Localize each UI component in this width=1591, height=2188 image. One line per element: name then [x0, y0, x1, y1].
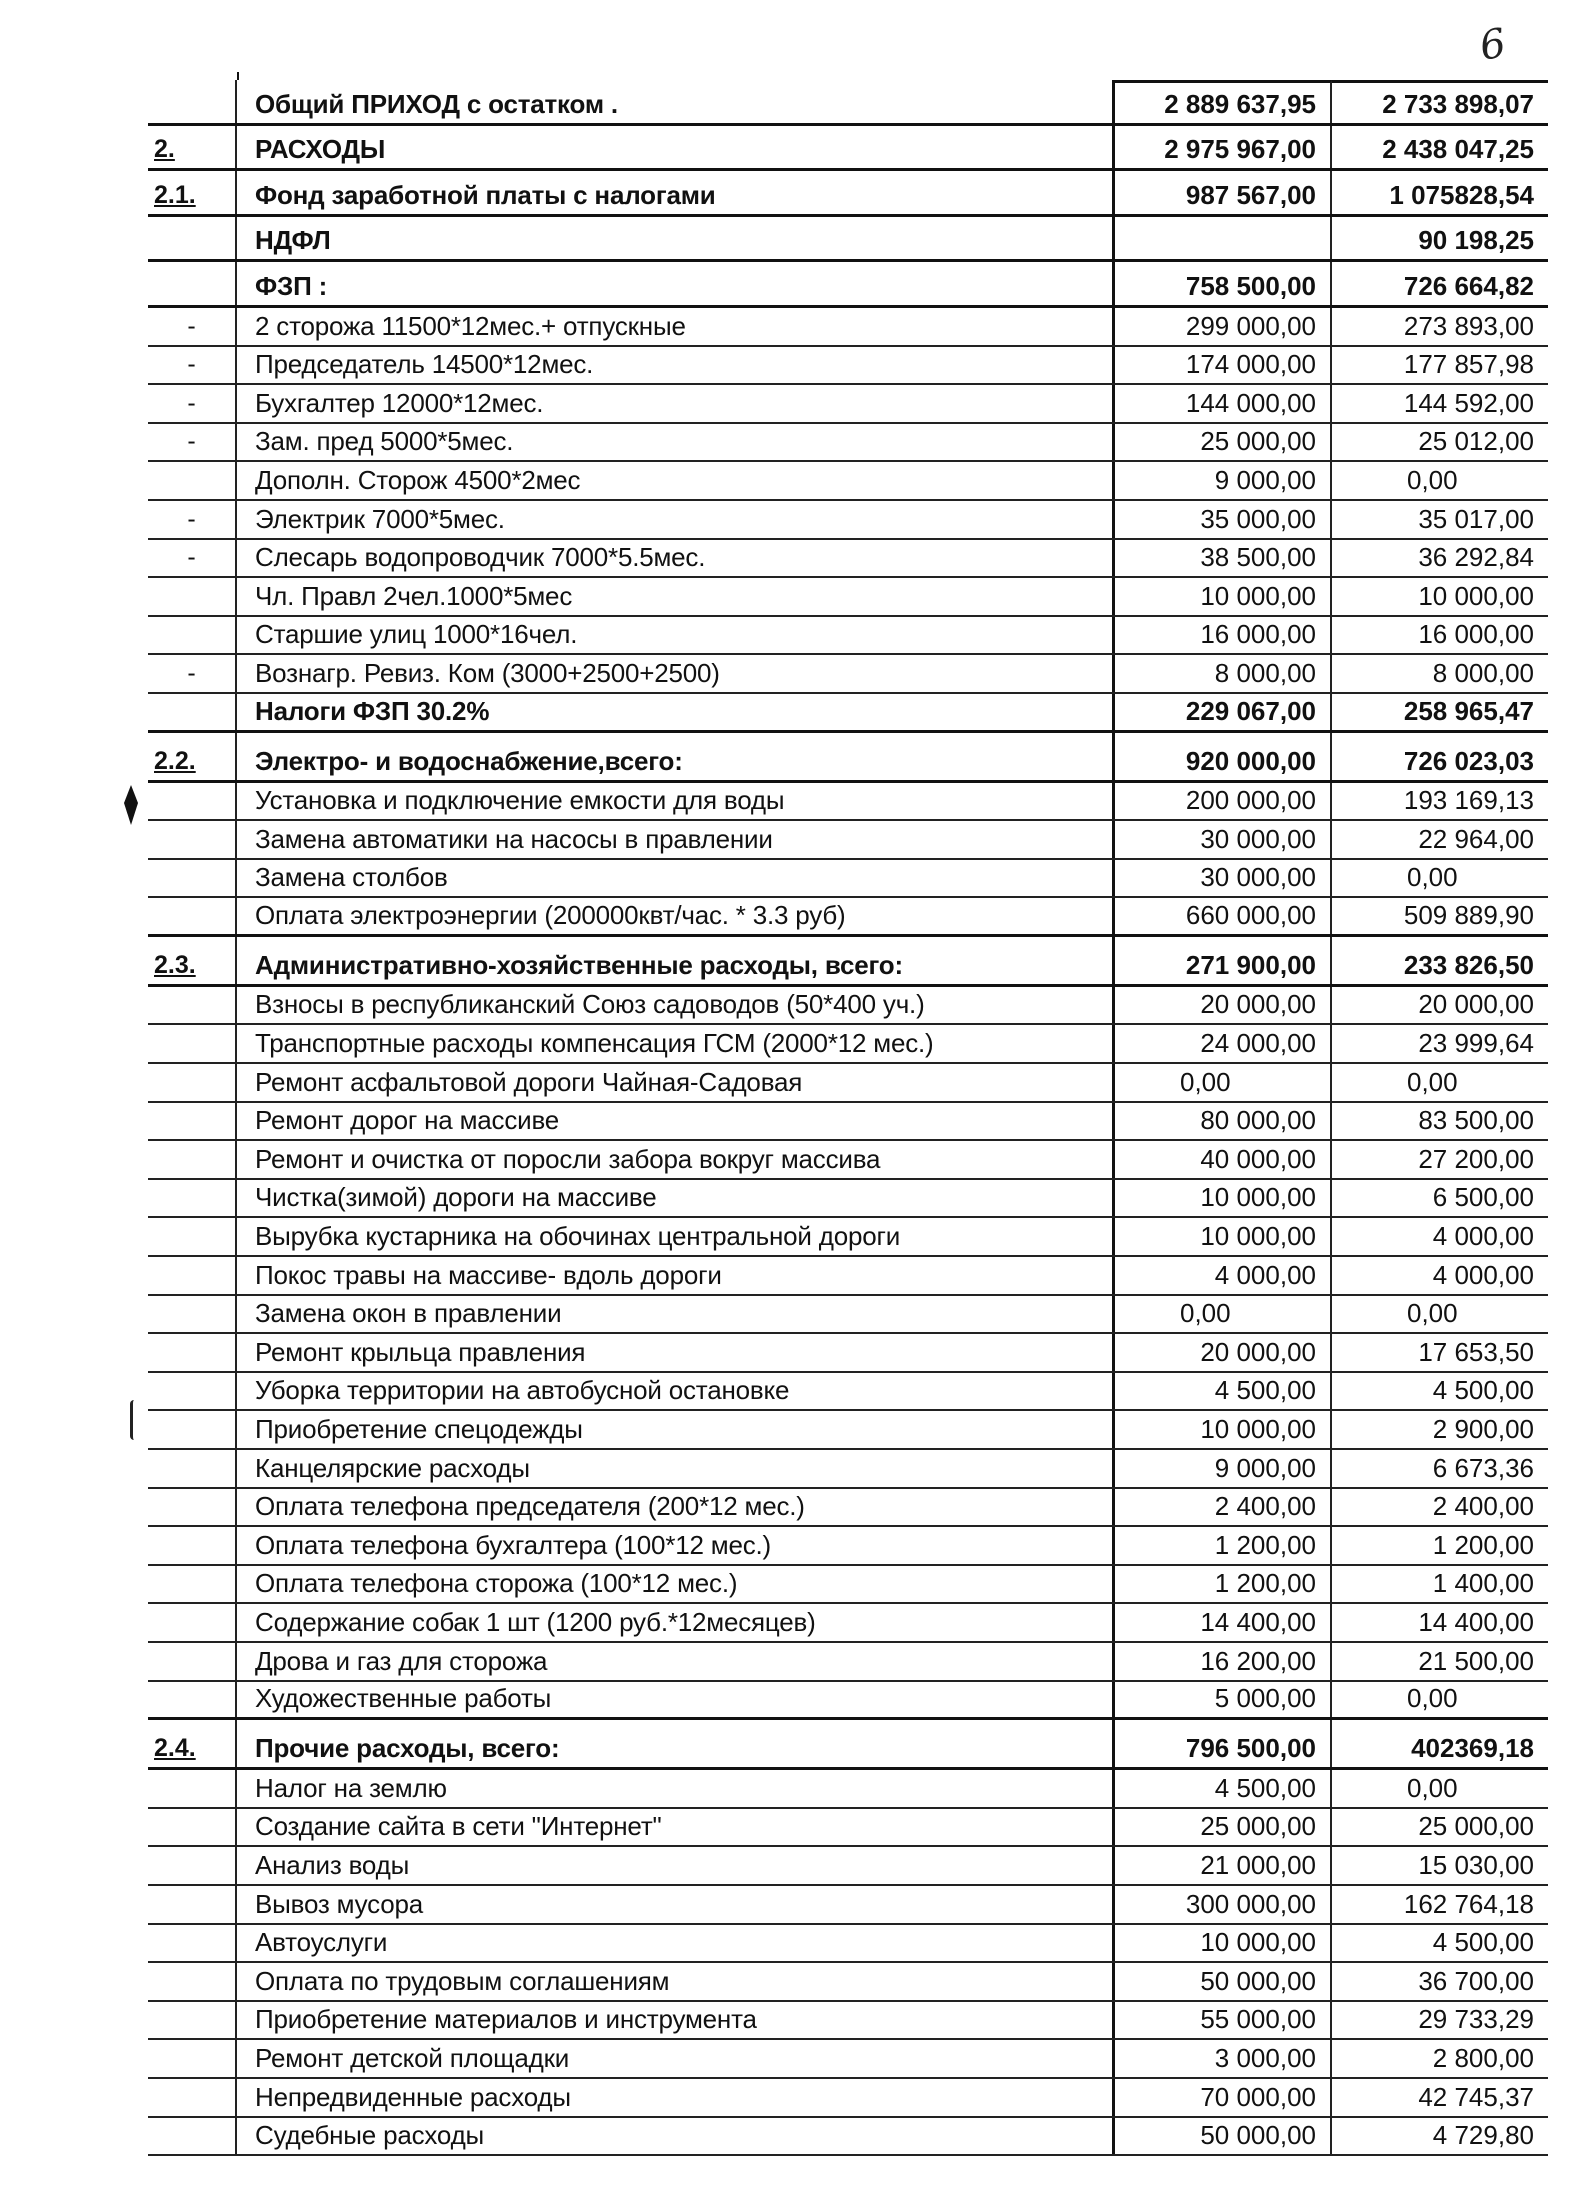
row-label: Слесарь водопроводчик 7000*5.5мес. [255, 542, 706, 573]
table-row [148, 1566, 1548, 1605]
row-label: Председатель 14500*12мес. [255, 349, 594, 380]
plan-amount: 8 000,00 [1112, 655, 1332, 692]
row-label: Вознагр. Ревиз. Ком (3000+2500+2500) [255, 657, 720, 688]
row-label: Транспортные расходы компенсация ГСМ (2000*12 мес.) [255, 1028, 934, 1059]
row-number [148, 898, 237, 934]
header-row [148, 171, 1548, 217]
fact-amount: 2 400,00 [1432, 1491, 1534, 1522]
fact-amount: 144 592,00 [1403, 387, 1534, 418]
plan-amount: 35 000,00 [1112, 501, 1332, 538]
row-number [148, 1963, 237, 2000]
row-label: Ремонт асфальтовой дороги Чайная-Садовая [255, 1066, 803, 1097]
plan-amount: 10 000,00 [1112, 1180, 1332, 1217]
fact-amount: 29 733,29 [1418, 2004, 1534, 2035]
fact-amount: 233 826,50 [1403, 949, 1534, 980]
plan-amount: 200 000,00 [1112, 783, 1332, 820]
row-label: Чл. Правл 2чел.1000*5мес [255, 580, 573, 611]
row-label: Содержание собак 1 шт (1200 руб.*12месяцев) [255, 1606, 816, 1637]
fact-amount: 4 000,00 [1432, 1221, 1534, 1252]
fact-amount: 20 000,00 [1418, 989, 1534, 1020]
row-number [148, 1411, 237, 1448]
fact-amount: 2 900,00 [1432, 1414, 1534, 1444]
plan-amount: 9 000,00 [1112, 1450, 1332, 1487]
row-label: Взносы в республиканский Союз садоводов (50*400 уч.) [255, 989, 925, 1020]
row-label: Зам. пред 5000*5мес. [255, 426, 514, 457]
row-label: Электрик 7000*5мес. [255, 503, 505, 534]
plan-amount: 50 000,00 [1112, 1963, 1332, 2000]
fact-amount: 4 729,80 [1432, 2120, 1534, 2151]
row-number [148, 1682, 237, 1718]
row-label: Фонд заработной платы с налогами [255, 179, 716, 210]
fact-amount: 0,00 [1407, 1298, 1458, 1329]
row-label: Канцелярские расходы [255, 1452, 530, 1483]
fact-amount: 0,00 [1407, 1066, 1458, 1097]
row-number: 2.1. [148, 171, 237, 214]
fact-amount: 1 200,00 [1432, 1529, 1534, 1560]
fact-amount: 1 400,00 [1432, 1568, 1534, 1599]
row-label: Административно-хозяйственные расходы, всего: [255, 949, 903, 980]
table-row [148, 1604, 1548, 1643]
fact-amount: 0,00 [1407, 464, 1458, 495]
table-row [148, 898, 1548, 937]
table-row [148, 540, 1548, 579]
plan-amount: 229 067,00 [1112, 694, 1332, 730]
row-number [148, 578, 237, 615]
plan-amount: 9 000,00 [1112, 462, 1332, 499]
row-number [148, 617, 237, 654]
fact-amount: 2 438 047,25 [1382, 134, 1534, 165]
section-row [148, 1720, 1548, 1770]
row-number [148, 860, 237, 897]
row-number [148, 462, 237, 499]
row-label: ФЗП : [255, 270, 328, 301]
row-label: Вырубка кустарника на обочинах центральной дороги [255, 1221, 901, 1252]
table-row [148, 1296, 1548, 1335]
fact-amount: 27 200,00 [1418, 1143, 1534, 1174]
fact-amount: 726 023,03 [1403, 745, 1534, 776]
row-label: Налоги ФЗП 30.2% [255, 695, 490, 726]
table-row [148, 2040, 1548, 2079]
plan-amount: 2 400,00 [1112, 1489, 1332, 1526]
fact-amount: 36 292,84 [1418, 542, 1534, 573]
table-row [148, 1643, 1548, 1682]
plan-amount: 40 000,00 [1112, 1141, 1332, 1178]
row-number: 2.3. [148, 937, 237, 984]
fact-amount: 273 893,00 [1403, 310, 1534, 341]
table-row [148, 1963, 1548, 2002]
row-label: Замена столбов [255, 862, 448, 893]
fact-amount: 83 500,00 [1418, 1105, 1534, 1136]
row-label: Ремонт дорог на массиве [255, 1105, 560, 1136]
fact-amount: 6 673,36 [1432, 1452, 1534, 1483]
row-label: Общий ПРИХОД с остатком . [255, 88, 618, 119]
row-number [148, 1103, 237, 1140]
fact-amount: 23 999,64 [1418, 1028, 1534, 1059]
plan-amount: 0,00 [1112, 1296, 1332, 1333]
row-label: Оплата по трудовым соглашениям [255, 1965, 670, 1996]
plan-amount: 4 000,00 [1112, 1257, 1332, 1294]
row-number: 2.2. [148, 733, 237, 780]
table-row [148, 2002, 1548, 2041]
header-row [148, 80, 1548, 126]
row-number: 2. [148, 126, 237, 169]
row-label: Вывоз мусора [255, 1888, 424, 1919]
row-label: Оплата электроэнергии (200000квт/час. * 3.3 руб) [255, 899, 846, 930]
fact-amount: 258 965,47 [1403, 695, 1534, 726]
row-number: - [148, 655, 237, 692]
fact-amount: 8 000,00 [1432, 657, 1534, 688]
header-row [148, 126, 1548, 172]
table-row [148, 821, 1548, 860]
fact-amount: 25 012,00 [1418, 426, 1534, 457]
row-label: Бухгалтер 12000*12мес. [255, 387, 544, 418]
fact-amount: 16 000,00 [1418, 619, 1534, 650]
row-label: Художественные работы [255, 1683, 552, 1714]
row-number [148, 1218, 237, 1255]
table-row [148, 1925, 1548, 1964]
plan-amount: 796 500,00 [1112, 1720, 1332, 1767]
table-row [148, 1334, 1548, 1373]
table-row [148, 1847, 1548, 1886]
plan-amount: 271 900,00 [1112, 937, 1332, 984]
plan-amount: 300 000,00 [1112, 1886, 1332, 1923]
plan-amount: 30 000,00 [1112, 860, 1332, 897]
fact-amount: 162 764,18 [1403, 1888, 1534, 1919]
table-row [148, 1373, 1548, 1412]
row-number [148, 1527, 237, 1564]
plan-amount: 55 000,00 [1112, 2002, 1332, 2039]
table-row [148, 987, 1548, 1026]
fact-amount: 1 075828,54 [1389, 179, 1534, 210]
row-number: - [148, 501, 237, 538]
row-label: Дополн. Сторож 4500*2мес [255, 464, 581, 495]
plan-amount: 10 000,00 [1112, 1218, 1332, 1255]
fact-amount: 0,00 [1407, 862, 1458, 893]
row-label: Налог на землю [255, 1772, 447, 1803]
margin-diamond-mark-icon [124, 785, 138, 825]
row-label: Анализ воды [255, 1849, 410, 1880]
fact-amount: 42 745,37 [1418, 2081, 1534, 2112]
subtotal-row [148, 694, 1548, 733]
plan-amount: 10 000,00 [1112, 578, 1332, 615]
plan-amount: 50 000,00 [1112, 2118, 1332, 2155]
fact-amount: 35 017,00 [1418, 503, 1534, 534]
plan-amount: 21 000,00 [1112, 1847, 1332, 1884]
fact-amount: 21 500,00 [1418, 1645, 1534, 1676]
row-number [148, 2118, 237, 2155]
section-row [148, 733, 1548, 783]
row-number: - [148, 347, 237, 384]
plan-amount: 660 000,00 [1112, 898, 1332, 934]
fact-amount: 14 400,00 [1418, 1606, 1534, 1637]
table-row [148, 860, 1548, 899]
plan-amount: 24 000,00 [1112, 1025, 1332, 1062]
fact-amount: 2 800,00 [1432, 2042, 1534, 2073]
plan-amount: 4 500,00 [1112, 1373, 1332, 1410]
plan-amount: 25 000,00 [1112, 1809, 1332, 1846]
table-row [148, 1489, 1548, 1528]
row-number [148, 1770, 237, 1807]
plan-amount: 16 200,00 [1112, 1643, 1332, 1680]
fact-amount: 4 500,00 [1432, 1375, 1534, 1406]
row-number [148, 1373, 237, 1410]
row-label: Непредвиденные расходы [255, 2081, 571, 2112]
header-row [148, 262, 1548, 308]
plan-amount: 10 000,00 [1112, 1411, 1332, 1448]
table-row [148, 1527, 1548, 1566]
table-row [148, 308, 1548, 347]
fact-amount: 15 030,00 [1418, 1849, 1534, 1880]
row-label: Прочие расходы, всего: [255, 1733, 560, 1764]
table-row [148, 783, 1548, 822]
row-number [148, 2002, 237, 2039]
plan-amount: 144 000,00 [1112, 385, 1332, 422]
row-label: Автоуслуги [255, 1927, 388, 1958]
row-number [148, 1643, 237, 1680]
row-label: Приобретение материалов и инструмента [255, 2004, 757, 2035]
fact-amount: 193 169,13 [1403, 785, 1534, 816]
table-row [148, 385, 1548, 424]
plan-amount: 5 000,00 [1112, 1682, 1332, 1718]
fact-amount: 0,00 [1407, 1683, 1458, 1714]
row-number [148, 1604, 237, 1641]
plan-amount [1112, 217, 1332, 260]
row-number [148, 1489, 237, 1526]
row-number [148, 694, 237, 730]
plan-amount: 70 000,00 [1112, 2079, 1332, 2116]
row-label: Замена автоматики на насосы в правлении [255, 823, 773, 854]
plan-amount: 2 889 637,95 [1112, 80, 1332, 123]
row-number [148, 2079, 237, 2116]
row-number [148, 1334, 237, 1371]
row-label: Установка и подключение емкости для воды [255, 785, 785, 816]
row-label: Создание сайта в сети "Интернет" [255, 1811, 662, 1842]
row-label: Приобретение спецодежды [255, 1414, 583, 1444]
row-label: Судебные расходы [255, 2120, 485, 2151]
header-row [148, 217, 1548, 263]
row-number: - [148, 308, 237, 345]
row-label: Оплата телефона бухгалтера (100*12 мес.) [255, 1529, 771, 1560]
row-number [148, 1064, 237, 1101]
row-number [148, 783, 237, 820]
margin-bracket-mark-icon [130, 1400, 137, 1440]
row-label: НДФЛ [255, 225, 331, 256]
row-number [148, 262, 237, 305]
plan-amount: 2 975 967,00 [1112, 126, 1332, 169]
plan-amount: 1 200,00 [1112, 1527, 1332, 1564]
row-number [148, 2040, 237, 2077]
row-number: - [148, 540, 237, 577]
row-number [148, 1925, 237, 1962]
table-row [148, 1218, 1548, 1257]
table-row [148, 1103, 1548, 1142]
table-row [148, 1682, 1548, 1721]
row-number [148, 1809, 237, 1846]
table-row [148, 1180, 1548, 1219]
row-label: Ремонт крыльца правления [255, 1336, 586, 1367]
fact-amount: 402369,18 [1411, 1733, 1534, 1764]
table-row [148, 1450, 1548, 1489]
table-row [148, 1257, 1548, 1296]
row-number [148, 1886, 237, 1923]
plan-amount: 920 000,00 [1112, 733, 1332, 780]
row-number: - [148, 385, 237, 422]
table-row [148, 501, 1548, 540]
row-number: 2.4. [148, 1720, 237, 1767]
page-number: 6 [1476, 20, 1510, 70]
row-number: - [148, 424, 237, 461]
table-row [148, 1411, 1548, 1450]
plan-amount: 299 000,00 [1112, 308, 1332, 345]
table-row [148, 2118, 1548, 2157]
fact-amount: 4 500,00 [1432, 1927, 1534, 1958]
row-label: Ремонт детской площадки [255, 2042, 570, 2073]
plan-amount: 1 200,00 [1112, 1566, 1332, 1603]
fact-amount: 177 857,98 [1403, 349, 1534, 380]
row-label: Ремонт и очистка от поросли забора вокруг массива [255, 1143, 881, 1174]
table-row [148, 1886, 1548, 1925]
plan-amount: 25 000,00 [1112, 424, 1332, 461]
plan-amount: 30 000,00 [1112, 821, 1332, 858]
row-label: Уборка территории на автобусной остановке [255, 1375, 790, 1406]
table-row [148, 347, 1548, 386]
fact-amount: 0,00 [1407, 1772, 1458, 1803]
fact-amount: 36 700,00 [1418, 1965, 1534, 1996]
row-number [148, 1257, 237, 1294]
table-row [148, 1064, 1548, 1103]
row-label: Чистка(зимой) дороги на массиве [255, 1182, 657, 1213]
table-row [148, 424, 1548, 463]
fact-amount: 726 664,82 [1403, 270, 1534, 301]
section-row [148, 937, 1548, 987]
row-label: Электро- и водоснабжение,всего: [255, 745, 683, 776]
row-number [148, 1025, 237, 1062]
plan-amount: 16 000,00 [1112, 617, 1332, 654]
plan-amount: 38 500,00 [1112, 540, 1332, 577]
fact-amount: 25 000,00 [1418, 1811, 1534, 1842]
table-row [148, 462, 1548, 501]
row-number [148, 1296, 237, 1333]
row-number [148, 1141, 237, 1178]
row-number [148, 821, 237, 858]
plan-amount: 3 000,00 [1112, 2040, 1332, 2077]
row-label: Старшие улиц 1000*16чел. [255, 619, 578, 650]
plan-amount: 10 000,00 [1112, 1925, 1332, 1962]
table-top-divider [237, 72, 239, 80]
plan-amount: 758 500,00 [1112, 262, 1332, 305]
plan-amount: 174 000,00 [1112, 347, 1332, 384]
row-label: Оплата телефона председателя (200*12 мес.) [255, 1491, 805, 1522]
row-number [148, 1847, 237, 1884]
plan-amount: 0,00 [1112, 1064, 1332, 1101]
row-number [148, 217, 237, 260]
table-row [148, 1025, 1548, 1064]
plan-amount: 20 000,00 [1112, 1334, 1332, 1371]
table-row [148, 2079, 1548, 2118]
fact-amount: 22 964,00 [1418, 823, 1534, 854]
row-label: Покос травы на массиве- вдоль дороги [255, 1259, 722, 1290]
row-number [148, 80, 237, 123]
plan-amount: 20 000,00 [1112, 987, 1332, 1024]
table-row [148, 655, 1548, 694]
table-row [148, 617, 1548, 656]
row-label: РАСХОДЫ [255, 134, 386, 165]
table-row [148, 1770, 1548, 1809]
row-number [148, 1450, 237, 1487]
fact-amount: 10 000,00 [1418, 580, 1534, 611]
fact-amount: 2 733 898,07 [1332, 80, 1548, 123]
fact-amount: 90 198,25 [1418, 225, 1534, 256]
plan-amount: 987 567,00 [1112, 171, 1332, 214]
table-row [148, 1809, 1548, 1848]
row-number [148, 1566, 237, 1603]
fact-amount: 6 500,00 [1432, 1182, 1534, 1213]
row-label: Замена окон в правлении [255, 1298, 562, 1329]
table-row [148, 578, 1548, 617]
fact-amount: 4 000,00 [1432, 1259, 1534, 1290]
plan-amount: 14 400,00 [1112, 1604, 1332, 1641]
row-number [148, 987, 237, 1024]
plan-amount: 80 000,00 [1112, 1103, 1332, 1140]
budget-table [148, 80, 1548, 2156]
fact-amount: 17 653,50 [1418, 1336, 1534, 1367]
table-row [148, 1141, 1548, 1180]
row-number [148, 1180, 237, 1217]
row-label: Дрова и газ для сторожа [255, 1645, 548, 1676]
plan-amount: 4 500,00 [1112, 1770, 1332, 1807]
row-label: 2 сторожа 11500*12мес.+ отпускные [255, 310, 686, 341]
row-label: Оплата телефона сторожа (100*12 мес.) [255, 1568, 738, 1599]
fact-amount: 509 889,90 [1403, 899, 1534, 930]
